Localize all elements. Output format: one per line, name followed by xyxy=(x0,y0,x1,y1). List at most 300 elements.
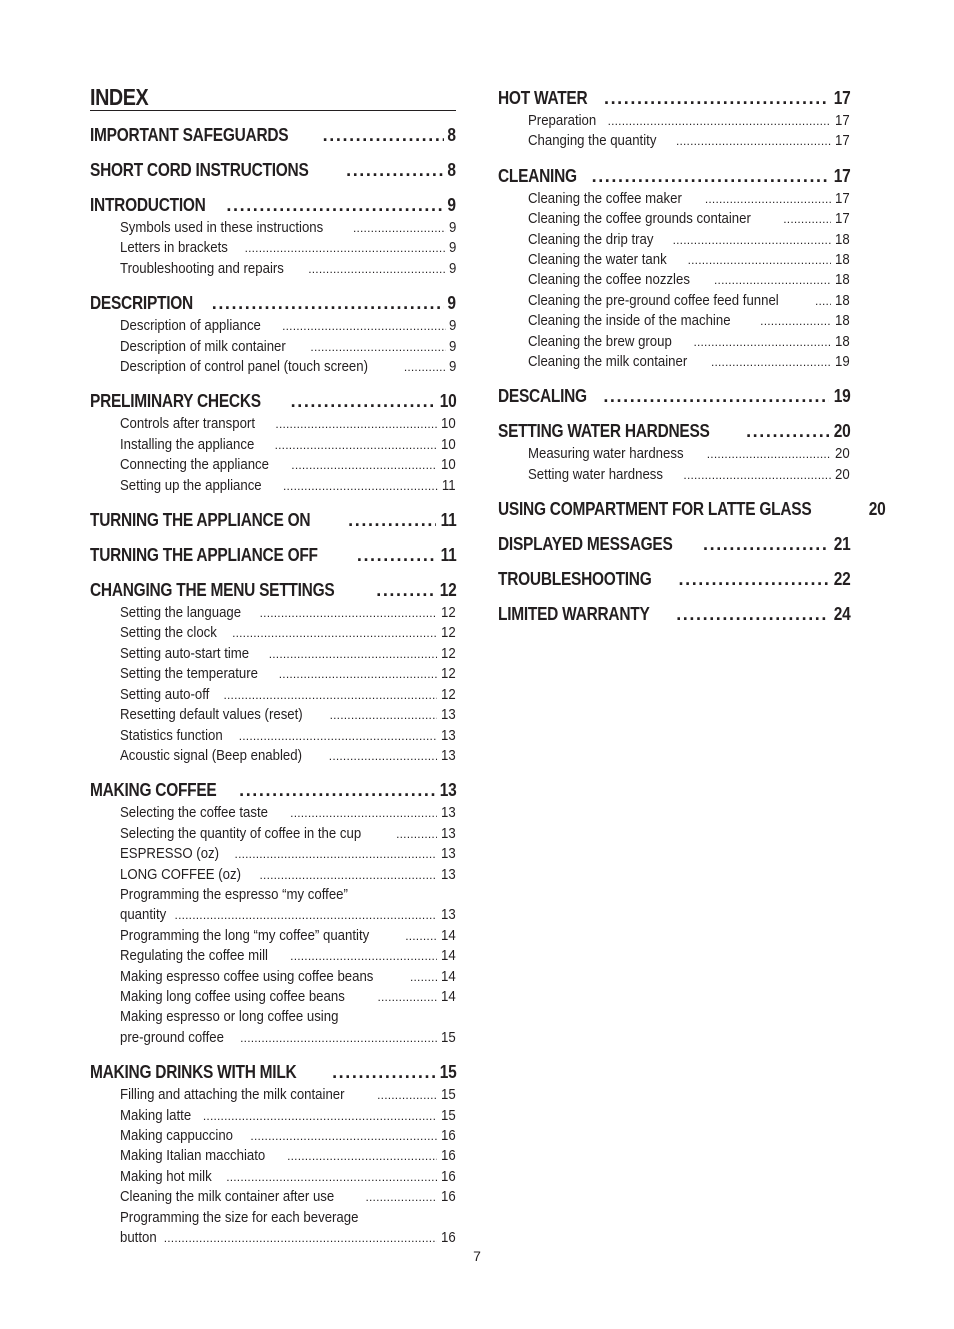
toc-heading-label: DISPLAYED MESSAGES xyxy=(498,534,673,555)
toc-page-number: 22 xyxy=(833,569,850,590)
leader-dots xyxy=(226,195,444,216)
toc-heading-label: PRELIMINARY CHECKS xyxy=(90,391,261,412)
leader-dots xyxy=(290,803,437,823)
toc-subentry-label: Description of appliance xyxy=(120,317,261,335)
toc-subentry[interactable] xyxy=(498,230,850,250)
toc-heading[interactable] xyxy=(498,604,850,625)
leader-dots xyxy=(260,865,438,885)
leader-dots xyxy=(223,685,437,705)
index-title-rule xyxy=(90,84,456,111)
leader-dots xyxy=(673,230,832,250)
leader-dots xyxy=(283,476,438,496)
toc-page-number: 15 xyxy=(441,1086,456,1104)
toc-subentry-label: Setting auto-start time xyxy=(120,644,250,662)
leader-dots xyxy=(377,987,437,1007)
leader-dots xyxy=(232,623,437,643)
toc-subentry-label: Setting the clock xyxy=(120,624,217,642)
toc-subentry-label: Regulating the coffee mill xyxy=(120,947,268,965)
leader-dots xyxy=(203,1106,437,1126)
toc-subentry[interactable] xyxy=(90,685,456,705)
toc-page-number: 11 xyxy=(440,510,456,531)
page-number: 7 xyxy=(473,1248,481,1264)
toc-heading[interactable] xyxy=(90,580,456,601)
toc-section-descaling xyxy=(498,386,850,407)
toc-page-number: 20 xyxy=(833,421,850,442)
toc-page-number: 12 xyxy=(441,644,456,662)
toc-subentry[interactable] xyxy=(498,250,850,270)
toc-page-number: 9 xyxy=(448,219,456,236)
leader-dots xyxy=(239,726,438,746)
toc-subentry-label: Acoustic signal (Beep enabled) xyxy=(120,746,302,764)
toc-subentry[interactable] xyxy=(90,803,456,823)
toc-subentry-label: Cleaning the water tank xyxy=(528,251,667,269)
leader-dots xyxy=(287,1146,437,1166)
toc-subentry-label: Making cappuccino xyxy=(120,1127,234,1144)
leader-dots xyxy=(310,337,445,357)
toc-section-displayed-messages xyxy=(498,534,850,555)
leader-dots xyxy=(240,1028,437,1048)
toc-subentry-label: Symbols used in these instructions xyxy=(120,219,324,236)
leader-dots xyxy=(330,705,438,725)
toc-page-number: 17 xyxy=(835,112,850,129)
toc-subentry-label: Measuring water hardness xyxy=(528,445,684,463)
toc-page-number: 9 xyxy=(448,337,456,355)
toc-heading-label: DESCRIPTION xyxy=(90,293,193,314)
toc-subentry-label: Troubleshooting and repairs xyxy=(120,259,284,277)
toc-page-number: 9 xyxy=(448,259,456,277)
toc-page-number: 24 xyxy=(833,604,850,625)
toc-subentry[interactable] xyxy=(90,705,456,725)
toc-section-cleaning xyxy=(498,166,850,373)
toc-subentry-label: Cleaning the milk container after use xyxy=(120,1188,335,1206)
toc-subentry[interactable] xyxy=(498,332,850,352)
toc-heading[interactable] xyxy=(90,1062,456,1083)
leader-dots xyxy=(365,1187,437,1207)
toc-section-latte-compartment xyxy=(498,499,886,520)
leader-dots xyxy=(608,111,832,131)
toc-subentry[interactable] xyxy=(90,435,456,455)
toc-subentry-label: Description of control panel (touch screen) xyxy=(120,358,368,376)
toc-subentry[interactable] xyxy=(90,357,456,377)
leader-dots xyxy=(676,604,828,625)
toc-page-number: 10 xyxy=(441,415,456,433)
toc-subentry-line1[interactable] xyxy=(90,885,456,905)
toc-page-number: 12 xyxy=(439,580,456,601)
toc-subentries xyxy=(498,111,850,152)
toc-subentry-label: Cleaning the inside of the machine xyxy=(528,312,731,330)
toc-heading-label: SHORT CORD INSTRUCTIONS xyxy=(90,160,309,180)
leader-dots xyxy=(703,534,829,555)
toc-heading[interactable] xyxy=(90,195,456,216)
toc-subentry[interactable] xyxy=(498,465,850,485)
leader-dots xyxy=(705,189,831,209)
toc-heading[interactable] xyxy=(498,88,850,109)
toc-heading[interactable] xyxy=(90,391,456,412)
toc-subentry-label: Making espresso coffee using coffee beans xyxy=(120,967,374,985)
leader-dots xyxy=(226,1167,437,1187)
toc-page-number: 9 xyxy=(448,239,456,257)
leader-dots xyxy=(279,664,438,684)
toc-subentry[interactable] xyxy=(90,926,456,946)
toc-subentry[interactable] xyxy=(90,987,456,1007)
toc-subentry[interactable] xyxy=(90,476,456,496)
toc-subentry[interactable] xyxy=(90,967,456,987)
toc-page-number: 13 xyxy=(441,824,456,842)
leader-dots xyxy=(357,545,436,566)
toc-subentry-label: Installing the appliance xyxy=(120,435,255,453)
toc-subentry-label: Programming the espresso “my coffee” xyxy=(120,885,348,903)
toc-section-description xyxy=(90,293,456,377)
toc-page-number: 18 xyxy=(835,332,850,350)
toc-heading-label: USING COMPARTMENT FOR LATTE GLASS xyxy=(498,499,812,520)
toc-subentry[interactable] xyxy=(90,844,456,864)
toc-page-number: 12 xyxy=(441,624,456,642)
toc-page-number: 10 xyxy=(441,435,456,453)
toc-heading[interactable] xyxy=(498,534,850,555)
toc-subentry-label: Cleaning the coffee maker xyxy=(528,189,682,207)
toc-page-number: 13 xyxy=(441,906,456,924)
toc-section-turning-off xyxy=(90,545,456,566)
toc-subentry-label: Making long coffee using coffee beans xyxy=(120,987,345,1005)
toc-subentry[interactable] xyxy=(498,270,850,290)
leader-dots xyxy=(275,435,438,455)
toc-section-limited-warranty xyxy=(498,604,850,625)
toc-section-making-coffee xyxy=(90,780,456,1048)
leader-dots xyxy=(175,905,438,925)
toc-page-number: 10 xyxy=(439,391,456,412)
toc-subentry-label: Setting up the appliance xyxy=(120,476,262,494)
toc-page-number: 16 xyxy=(441,1229,456,1247)
leader-dots xyxy=(604,88,829,109)
leader-dots xyxy=(376,580,434,601)
leader-dots xyxy=(714,270,831,290)
leader-dots xyxy=(746,421,829,442)
toc-subentry[interactable] xyxy=(90,218,456,238)
toc-subentry[interactable] xyxy=(90,905,456,925)
toc-subentry-line1[interactable] xyxy=(90,1007,456,1027)
toc-page-number: 13 xyxy=(441,726,456,744)
toc-subentries xyxy=(90,414,456,496)
toc-subentry-label: Making Italian macchiato xyxy=(120,1147,266,1165)
toc-page-number: 12 xyxy=(441,685,456,703)
toc-page-number: 17 xyxy=(835,132,850,150)
leader-dots xyxy=(260,603,438,623)
toc-subentries xyxy=(498,444,850,485)
leader-dots xyxy=(291,391,435,412)
toc-subentry[interactable] xyxy=(498,131,850,151)
toc-heading[interactable] xyxy=(90,160,456,181)
toc-subentry-label: Statistics function xyxy=(120,726,223,744)
toc-heading[interactable] xyxy=(498,499,886,520)
toc-subentry[interactable] xyxy=(90,259,456,279)
leader-dots xyxy=(683,465,831,485)
index-title: INDEX xyxy=(90,84,149,110)
leader-dots xyxy=(245,238,446,258)
toc-subentry[interactable] xyxy=(90,644,456,664)
toc-heading[interactable] xyxy=(90,545,456,566)
toc-subentry[interactable] xyxy=(90,1228,456,1248)
index-left-column xyxy=(90,84,456,1262)
toc-subentry[interactable] xyxy=(90,455,456,475)
leader-dots xyxy=(592,166,829,187)
leader-dots xyxy=(353,218,446,238)
toc-page-number: 14 xyxy=(441,987,456,1005)
toc-page-number: 15 xyxy=(441,1028,456,1046)
toc-subentry[interactable] xyxy=(90,1028,456,1048)
leader-dots xyxy=(290,946,437,966)
toc-subentry[interactable] xyxy=(90,1085,456,1105)
toc-page-number: 11 xyxy=(442,476,456,494)
toc-page-number: 13 xyxy=(441,706,456,724)
toc-subentry-label: Cleaning the brew group xyxy=(528,332,672,350)
toc-subentry[interactable] xyxy=(90,316,456,336)
toc-page-number: 17 xyxy=(833,165,850,186)
toc-subentries xyxy=(90,603,456,766)
toc-subentry[interactable] xyxy=(90,946,456,966)
leader-dots xyxy=(269,644,438,664)
toc-subentry-label: Setting auto-off xyxy=(120,685,210,703)
toc-heading[interactable] xyxy=(90,293,456,314)
toc-page-number: 18 xyxy=(835,230,850,248)
toc-page-number: 18 xyxy=(835,271,850,289)
toc-subentry-label: LONG COFFEE (oz) xyxy=(120,865,242,883)
toc-page-number: 16 xyxy=(441,1127,456,1144)
toc-subentry[interactable] xyxy=(498,444,850,464)
toc-heading-label: LIMITED WARRANTY xyxy=(498,604,650,625)
toc-page-number: 9 xyxy=(447,195,456,215)
toc-heading-label: INTRODUCTION xyxy=(90,195,206,215)
toc-subentry-label: Making espresso or long coffee using xyxy=(120,1008,339,1026)
toc-page-number: 10 xyxy=(441,456,456,474)
toc-heading-label: MAKING COFFEE xyxy=(90,780,217,801)
toc-subentry-label: Description of milk container xyxy=(120,337,286,355)
leader-dots xyxy=(377,1085,437,1105)
toc-section-troubleshooting xyxy=(498,569,850,590)
toc-page-number: 14 xyxy=(441,947,456,965)
toc-subentry-label: Setting the temperature xyxy=(120,665,258,683)
toc-subentry[interactable] xyxy=(90,1167,456,1187)
toc-page-number: 9 xyxy=(447,293,456,314)
leader-dots xyxy=(404,357,446,377)
toc-subentry-label: Letters in brackets xyxy=(120,239,228,257)
toc-section-drinks-with-milk xyxy=(90,1062,456,1248)
toc-heading[interactable] xyxy=(90,780,456,801)
toc-subentry[interactable] xyxy=(90,414,456,434)
toc-subentry-label: Connecting the appliance xyxy=(120,456,269,474)
toc-subentry[interactable] xyxy=(90,824,456,844)
toc-page-number: 13 xyxy=(439,780,456,801)
toc-heading-label: MAKING DRINKS WITH MILK xyxy=(90,1062,297,1083)
toc-heading[interactable] xyxy=(90,510,456,531)
leader-dots xyxy=(275,414,437,434)
leader-dots xyxy=(405,926,437,946)
toc-heading-label: TURNING THE APPLIANCE OFF xyxy=(90,545,318,566)
toc-subentry-label: quantity xyxy=(120,906,167,924)
toc-subentry-label: Cleaning the pre-ground coffee feed funnel xyxy=(528,291,779,309)
toc-subentries xyxy=(90,803,456,1048)
leader-dots xyxy=(346,160,444,181)
toc-heading-label: SETTING WATER HARDNESS xyxy=(498,421,710,442)
leader-dots xyxy=(783,209,831,229)
toc-page-number: 20 xyxy=(835,465,850,483)
toc-subentry-label: Setting water hardness xyxy=(528,465,664,483)
toc-section-important-safeguards xyxy=(90,125,456,146)
toc-page-number: 15 xyxy=(441,1106,456,1124)
toc-heading-label: TROUBLESHOOTING xyxy=(498,569,652,590)
toc-page-number: 16 xyxy=(441,1147,456,1165)
toc-heading-label: HOT WATER xyxy=(498,88,588,108)
toc-subentry-label: ESPRESSO (oz) xyxy=(120,845,220,863)
toc-subentries xyxy=(498,189,850,373)
toc-subentry[interactable] xyxy=(498,352,850,372)
toc-page-number: 18 xyxy=(835,251,850,269)
leader-dots xyxy=(332,1062,435,1083)
toc-section-turning-on xyxy=(90,510,456,531)
toc-subentries xyxy=(90,316,456,377)
toc-subentry-line1[interactable] xyxy=(90,1208,456,1228)
toc-subentry-label: pre-ground coffee xyxy=(120,1028,224,1046)
toc-subentries xyxy=(90,1085,456,1248)
toc-page-number: 13 xyxy=(441,845,456,863)
toc-subentry[interactable] xyxy=(90,623,456,643)
toc-page-number: 8 xyxy=(447,125,456,145)
toc-subentry-label: Selecting the quantity of coffee in the cup xyxy=(120,824,362,842)
toc-subentry[interactable] xyxy=(498,111,850,131)
toc-heading-label: DESCALING xyxy=(498,386,587,407)
toc-heading-label: IMPORTANT SAFEGUARDS xyxy=(90,125,289,145)
toc-section-water-hardness xyxy=(498,421,850,485)
toc-subentry-label: Preparation xyxy=(528,112,597,129)
leader-dots xyxy=(679,569,829,590)
toc-section-hot-water xyxy=(498,88,850,152)
toc-page-number: 16 xyxy=(441,1188,456,1206)
toc-subentry-label: Changing the quantity xyxy=(528,132,657,150)
leader-dots xyxy=(711,352,831,372)
leader-dots xyxy=(603,386,828,407)
toc-subentry[interactable] xyxy=(90,238,456,258)
toc-page-number: 17 xyxy=(835,210,850,228)
toc-subentry-label: Controls after transport xyxy=(120,415,255,433)
leader-dots xyxy=(308,259,445,279)
toc-subentry[interactable] xyxy=(90,1126,456,1146)
toc-section-menu-settings xyxy=(90,580,456,766)
index-right-column xyxy=(498,88,886,639)
toc-page-number: 12 xyxy=(441,604,456,622)
toc-page-number: 14 xyxy=(441,967,456,985)
toc-subentry[interactable] xyxy=(90,603,456,623)
toc-page-number: 19 xyxy=(835,353,850,371)
toc-subentry[interactable] xyxy=(498,291,850,311)
toc-subentry[interactable] xyxy=(90,1187,456,1207)
toc-page-number: 17 xyxy=(835,189,850,207)
toc-page-number: 11 xyxy=(440,545,456,566)
toc-subentry[interactable] xyxy=(90,746,456,766)
leader-dots xyxy=(760,311,831,331)
toc-page-number: 13 xyxy=(441,804,456,822)
toc-section-short-cord xyxy=(90,160,456,181)
leader-dots xyxy=(323,125,445,146)
leader-dots xyxy=(707,444,832,464)
leader-dots xyxy=(676,131,831,151)
toc-subentry-label: Making latte xyxy=(120,1106,192,1124)
toc-page-number: 20 xyxy=(835,445,850,463)
toc-subentry-label: Setting the language xyxy=(120,604,242,622)
toc-heading[interactable] xyxy=(498,421,850,442)
toc-subentry-label: Resetting default values (reset) xyxy=(120,706,303,724)
leader-dots xyxy=(239,780,434,801)
toc-subentry-label: Cleaning the coffee nozzles xyxy=(528,271,690,289)
toc-subentries xyxy=(90,218,456,279)
toc-page-number: 9 xyxy=(448,317,456,335)
toc-section-introduction xyxy=(90,195,456,279)
toc-page-number: 18 xyxy=(835,291,850,309)
toc-subentry[interactable] xyxy=(90,664,456,684)
toc-heading[interactable] xyxy=(90,125,456,146)
toc-page-number: 8 xyxy=(447,160,456,180)
toc-subentry-label: Cleaning the milk container xyxy=(528,353,688,371)
toc-heading[interactable] xyxy=(498,386,850,407)
toc-subentry[interactable] xyxy=(90,337,456,357)
toc-page-number: 18 xyxy=(835,312,850,330)
leader-dots xyxy=(693,332,831,352)
toc-heading-label: CLEANING xyxy=(498,165,577,186)
toc-page-number: 9 xyxy=(448,358,456,376)
toc-subentry-label: Cleaning the drip tray xyxy=(528,230,654,248)
toc-page-number: 14 xyxy=(441,926,456,944)
toc-heading[interactable] xyxy=(498,569,850,590)
toc-heading-label: CHANGING THE MENU SETTINGS xyxy=(90,580,335,601)
toc-page-number: 20 xyxy=(869,499,886,520)
leader-dots xyxy=(410,967,437,987)
leader-dots xyxy=(815,291,831,311)
leader-dots xyxy=(291,455,437,475)
toc-subentry-label: Programming the long “my coffee” quantity xyxy=(120,926,370,944)
toc-heading[interactable] xyxy=(498,166,850,187)
toc-page-number: 15 xyxy=(439,1062,456,1083)
toc-subentry[interactable] xyxy=(90,1106,456,1126)
toc-page-number: 17 xyxy=(833,88,850,108)
toc-subentry-label: button xyxy=(120,1229,157,1247)
leader-dots xyxy=(250,1126,437,1146)
leader-dots xyxy=(212,293,445,314)
leader-dots xyxy=(396,824,437,844)
toc-subentry[interactable] xyxy=(498,209,850,229)
toc-heading-label: TURNING THE APPLIANCE ON xyxy=(90,510,311,531)
toc-page-number: 12 xyxy=(441,665,456,683)
toc-subentry[interactable] xyxy=(90,1146,456,1166)
leader-dots xyxy=(164,1228,438,1248)
leader-dots xyxy=(348,510,435,531)
toc-subentry[interactable] xyxy=(90,865,456,885)
toc-subentry-label: Filling and attaching the milk container xyxy=(120,1086,345,1104)
toc-subentry[interactable] xyxy=(498,311,850,331)
toc-section-preliminary-checks xyxy=(90,391,456,496)
toc-page-number: 19 xyxy=(833,386,850,407)
toc-subentry-label: Making hot milk xyxy=(120,1167,212,1185)
toc-subentry[interactable] xyxy=(90,726,456,746)
toc-subentry-label: Programming the size for each beverage xyxy=(120,1208,359,1226)
toc-subentry[interactable] xyxy=(498,189,850,209)
toc-page-number: 21 xyxy=(833,534,850,555)
leader-dots xyxy=(235,844,438,864)
toc-page-number: 13 xyxy=(441,865,456,883)
toc-subentry-label: Cleaning the coffee grounds container xyxy=(528,210,751,228)
toc-subentry-label: Selecting the coffee taste xyxy=(120,804,268,822)
leader-dots xyxy=(688,250,832,270)
toc-page-number: 13 xyxy=(441,746,456,764)
leader-dots xyxy=(329,746,438,766)
leader-dots xyxy=(282,316,446,336)
